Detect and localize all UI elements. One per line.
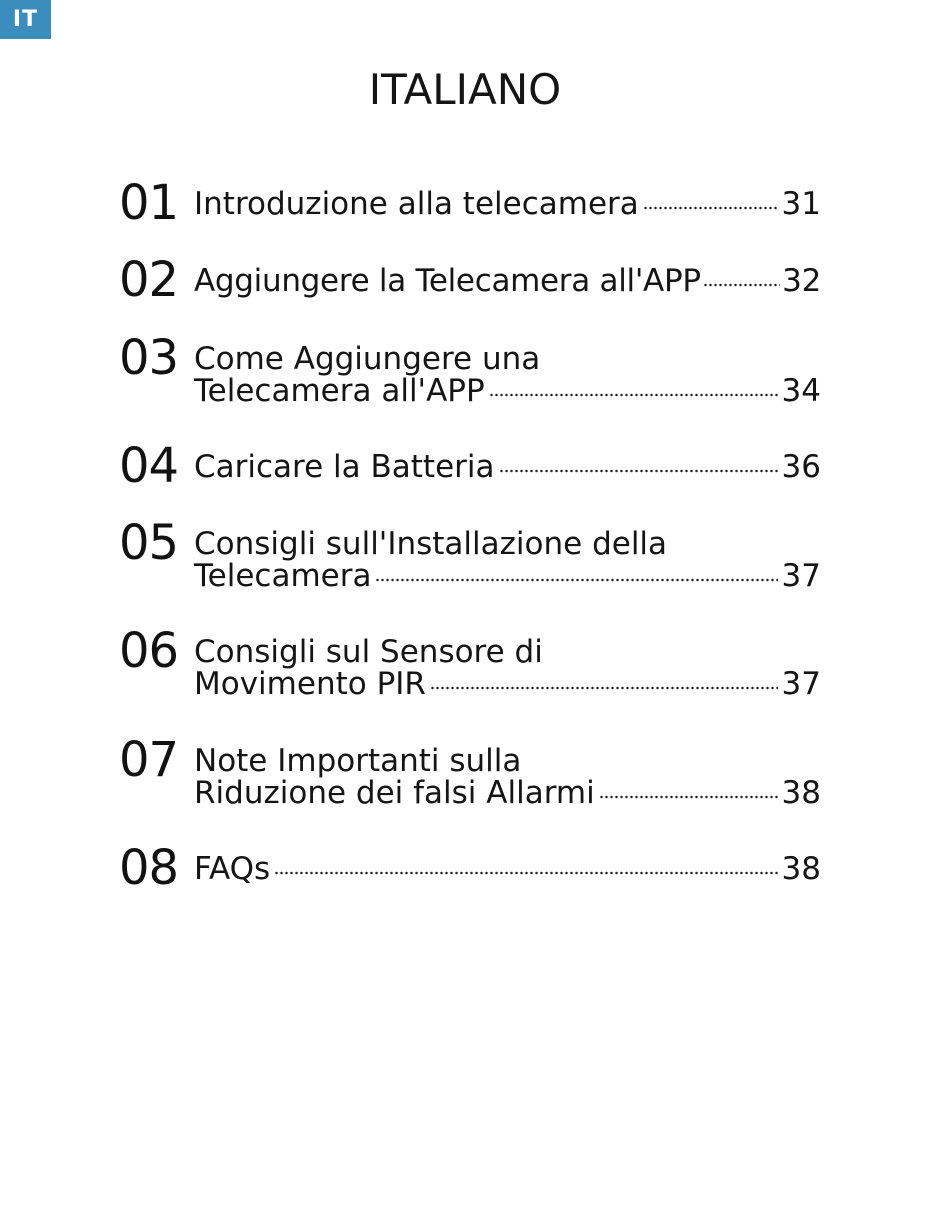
toc-number: 03 bbox=[119, 330, 179, 386]
toc-label: Introduzione alla telecamera bbox=[194, 186, 639, 222]
toc-entry-06[interactable] bbox=[119, 623, 821, 702]
dot-leader bbox=[375, 576, 777, 584]
toc-entry-01[interactable] bbox=[119, 175, 821, 248]
toc-number: 02 bbox=[119, 252, 179, 308]
toc-page-number: 31 bbox=[781, 186, 821, 222]
toc-entry-08[interactable] bbox=[119, 840, 821, 913]
dot-leader bbox=[430, 684, 778, 692]
toc-label: FAQs bbox=[194, 851, 271, 887]
dot-leader bbox=[274, 869, 777, 877]
toc-page-number: 32 bbox=[782, 263, 821, 299]
toc-page-number: 34 bbox=[781, 373, 821, 409]
toc-entry-03[interactable] bbox=[119, 330, 821, 409]
toc-text bbox=[194, 745, 821, 809]
toc-text bbox=[194, 343, 821, 407]
toc-label: Telecamera bbox=[194, 558, 372, 594]
toc-page-number: 38 bbox=[781, 775, 821, 811]
toc-label: Telecamera all'APP bbox=[194, 373, 485, 409]
toc-text bbox=[194, 188, 821, 220]
dot-leader bbox=[489, 391, 778, 399]
dot-leader bbox=[643, 204, 778, 212]
language-tab: IT bbox=[0, 0, 51, 39]
toc-page-number: 37 bbox=[781, 558, 821, 594]
toc-text bbox=[194, 265, 821, 297]
toc-label: Aggiungere la Telecamera all'APP bbox=[194, 263, 701, 299]
dot-leader bbox=[599, 793, 778, 801]
dot-leader bbox=[499, 467, 778, 475]
toc-number: 08 bbox=[119, 840, 179, 896]
toc-label: Riduzione dei falsi Allarmi bbox=[194, 775, 595, 811]
dot-leader bbox=[703, 281, 780, 289]
toc-number: 06 bbox=[119, 623, 179, 679]
toc-label: Consigli sul Sensore di bbox=[194, 634, 543, 670]
toc-number: 01 bbox=[119, 175, 179, 231]
toc-text bbox=[194, 853, 821, 885]
toc-number: 04 bbox=[119, 438, 179, 494]
toc-entry-07[interactable] bbox=[119, 732, 821, 811]
toc-label: Caricare la Batteria bbox=[194, 449, 495, 485]
toc-number: 07 bbox=[119, 732, 179, 788]
toc-text bbox=[194, 451, 821, 483]
toc-entry-02[interactable] bbox=[119, 252, 821, 325]
toc-label: Movimento PIR bbox=[194, 666, 426, 702]
toc-label: Come Aggiungere una bbox=[194, 341, 541, 377]
toc-label: Note Importanti sulla bbox=[194, 743, 522, 779]
toc-number: 05 bbox=[119, 515, 179, 571]
toc-page-number: 37 bbox=[781, 666, 821, 702]
toc-text bbox=[194, 636, 821, 700]
toc-page-number: 36 bbox=[781, 449, 821, 485]
toc-text bbox=[194, 528, 821, 592]
toc-entry-05[interactable] bbox=[119, 515, 821, 594]
toc-entry-04[interactable] bbox=[119, 438, 821, 511]
toc-label: Consigli sull'Installazione della bbox=[194, 526, 668, 562]
toc-page-number: 38 bbox=[781, 851, 821, 887]
page-title: ITALIANO bbox=[368, 65, 562, 114]
